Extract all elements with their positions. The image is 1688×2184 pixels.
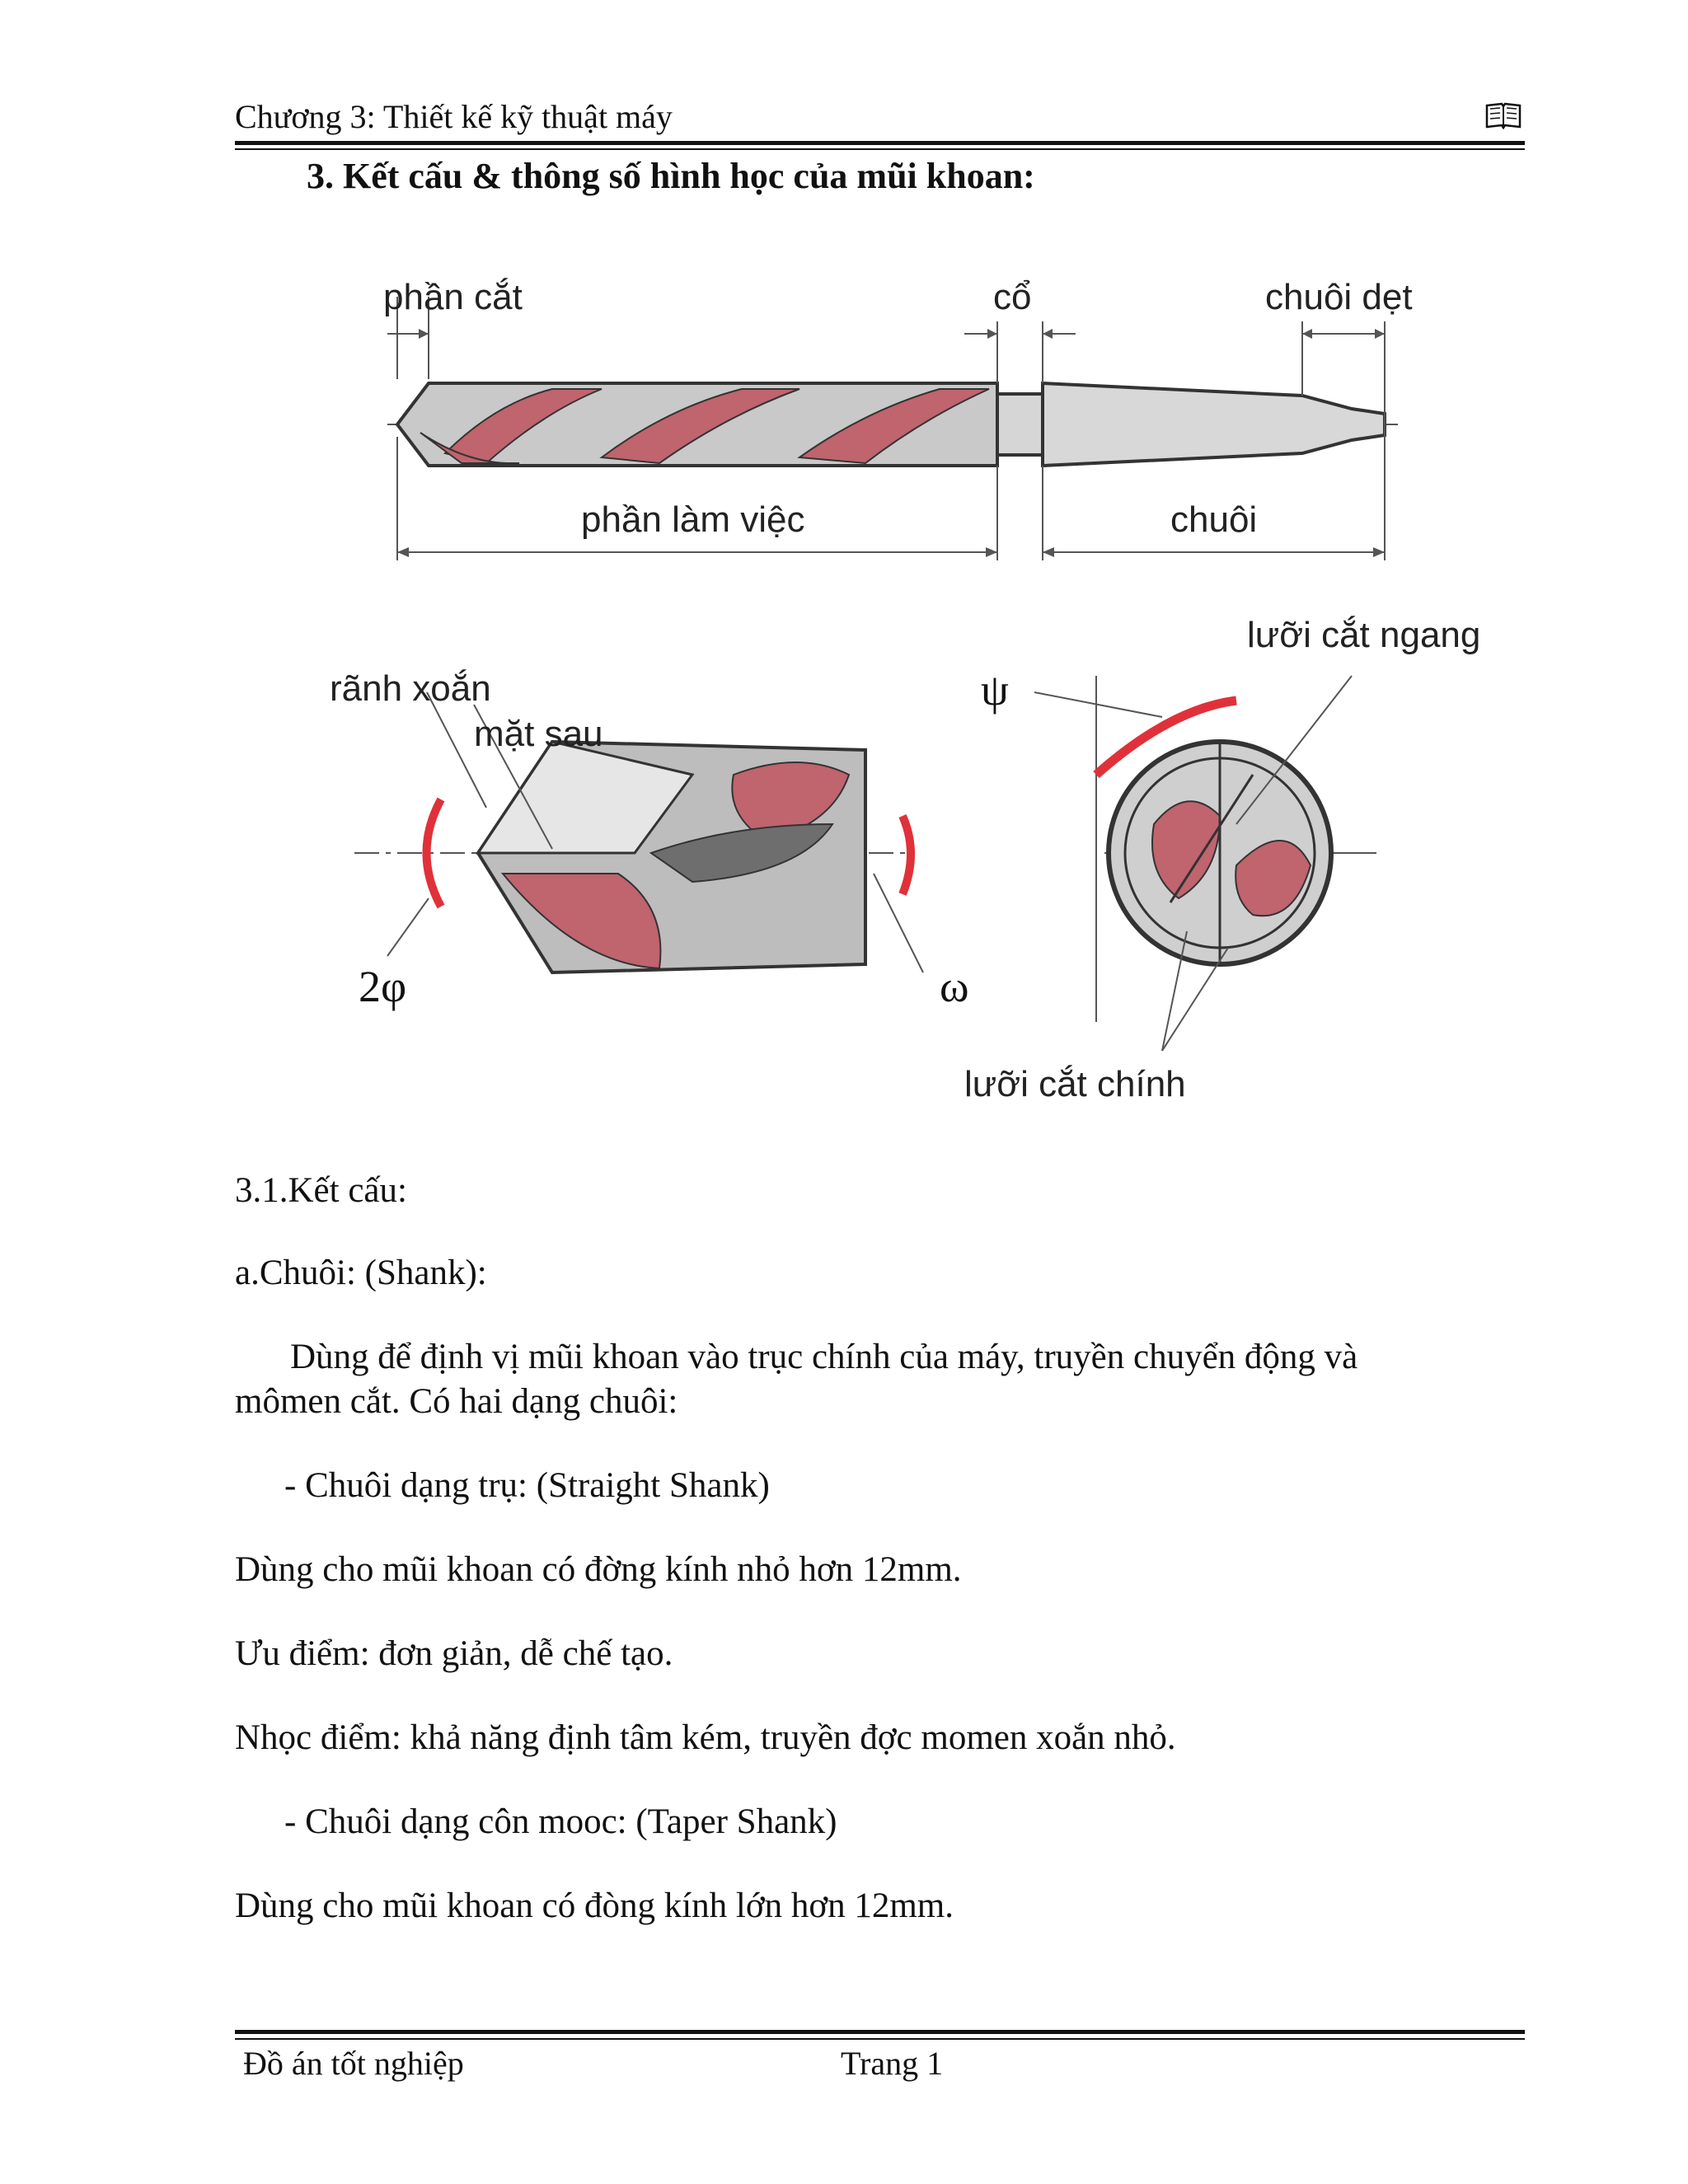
label-cutting-part: phần cắt: [383, 277, 523, 317]
paragraph-line: mômen cắt. Có hai dạng chuôi:: [235, 1382, 678, 1421]
book-icon: [1484, 99, 1523, 132]
item-a-heading: a.Chuôi: (Shank):: [235, 1254, 487, 1292]
paragraph-line: Dùng để định vị mũi khoan vào trục chính của máy, truyền chuyển động và: [290, 1338, 1358, 1376]
header-rule: [235, 141, 1525, 145]
footer-rule-thin: [235, 2038, 1525, 2040]
page-header-title: Chương 3: Thiết kế kỹ thuật máy: [235, 98, 673, 135]
label-working-part: phần làm việc: [581, 499, 805, 540]
section-heading: 3. Kết cấu & thông số hình học của mũi khoan:: [307, 156, 1035, 196]
label-neck: cổ: [993, 277, 1032, 317]
drill-end-view: [1034, 676, 1376, 1051]
drill-point-view: [354, 692, 923, 972]
label-shank: chuôi: [1170, 499, 1258, 540]
footer-rule: [235, 2030, 1525, 2034]
page-number: Trang 1: [841, 2045, 944, 2082]
label-chisel-angle: ψ: [981, 665, 1009, 715]
paragraph-line: Ưu điểm: đơn giản, dễ chế tạo.: [235, 1634, 673, 1673]
sub-heading: 3.1.Kết cấu:: [235, 1171, 407, 1210]
label-chisel-edge: lưỡi cắt ngang: [1247, 615, 1481, 655]
label-flute: rãnh xoắn: [330, 668, 491, 709]
paragraph-line: Nhọc điểm: khả năng định tâm kém, truyền đợc momen xoắn nhỏ.: [235, 1718, 1176, 1757]
bullet-item: - Chuôi dạng trụ: (Straight Shank): [284, 1466, 770, 1505]
label-helix-angle: ω: [940, 962, 969, 1011]
label-point-angle: 2φ: [359, 962, 407, 1011]
header-rule-thin: [235, 148, 1525, 150]
bullet-item: - Chuôi dạng côn mooc: (Taper Shank): [284, 1802, 837, 1841]
label-flank: mặt sau: [474, 714, 603, 754]
drill-structure-figure: [305, 247, 1508, 1121]
footer-title: Đồ án tốt nghiệp: [243, 2045, 464, 2082]
label-flat-tang: chuôi dẹt: [1265, 277, 1413, 317]
paragraph-line: Dùng cho mũi khoan có đờng kính nhỏ hơn 12mm.: [235, 1550, 962, 1589]
label-main-edge: lưỡi cắt chính: [964, 1064, 1186, 1104]
paragraph-line: Dùng cho mũi khoan có đòng kính lớn hơn 12mm.: [235, 1886, 954, 1925]
